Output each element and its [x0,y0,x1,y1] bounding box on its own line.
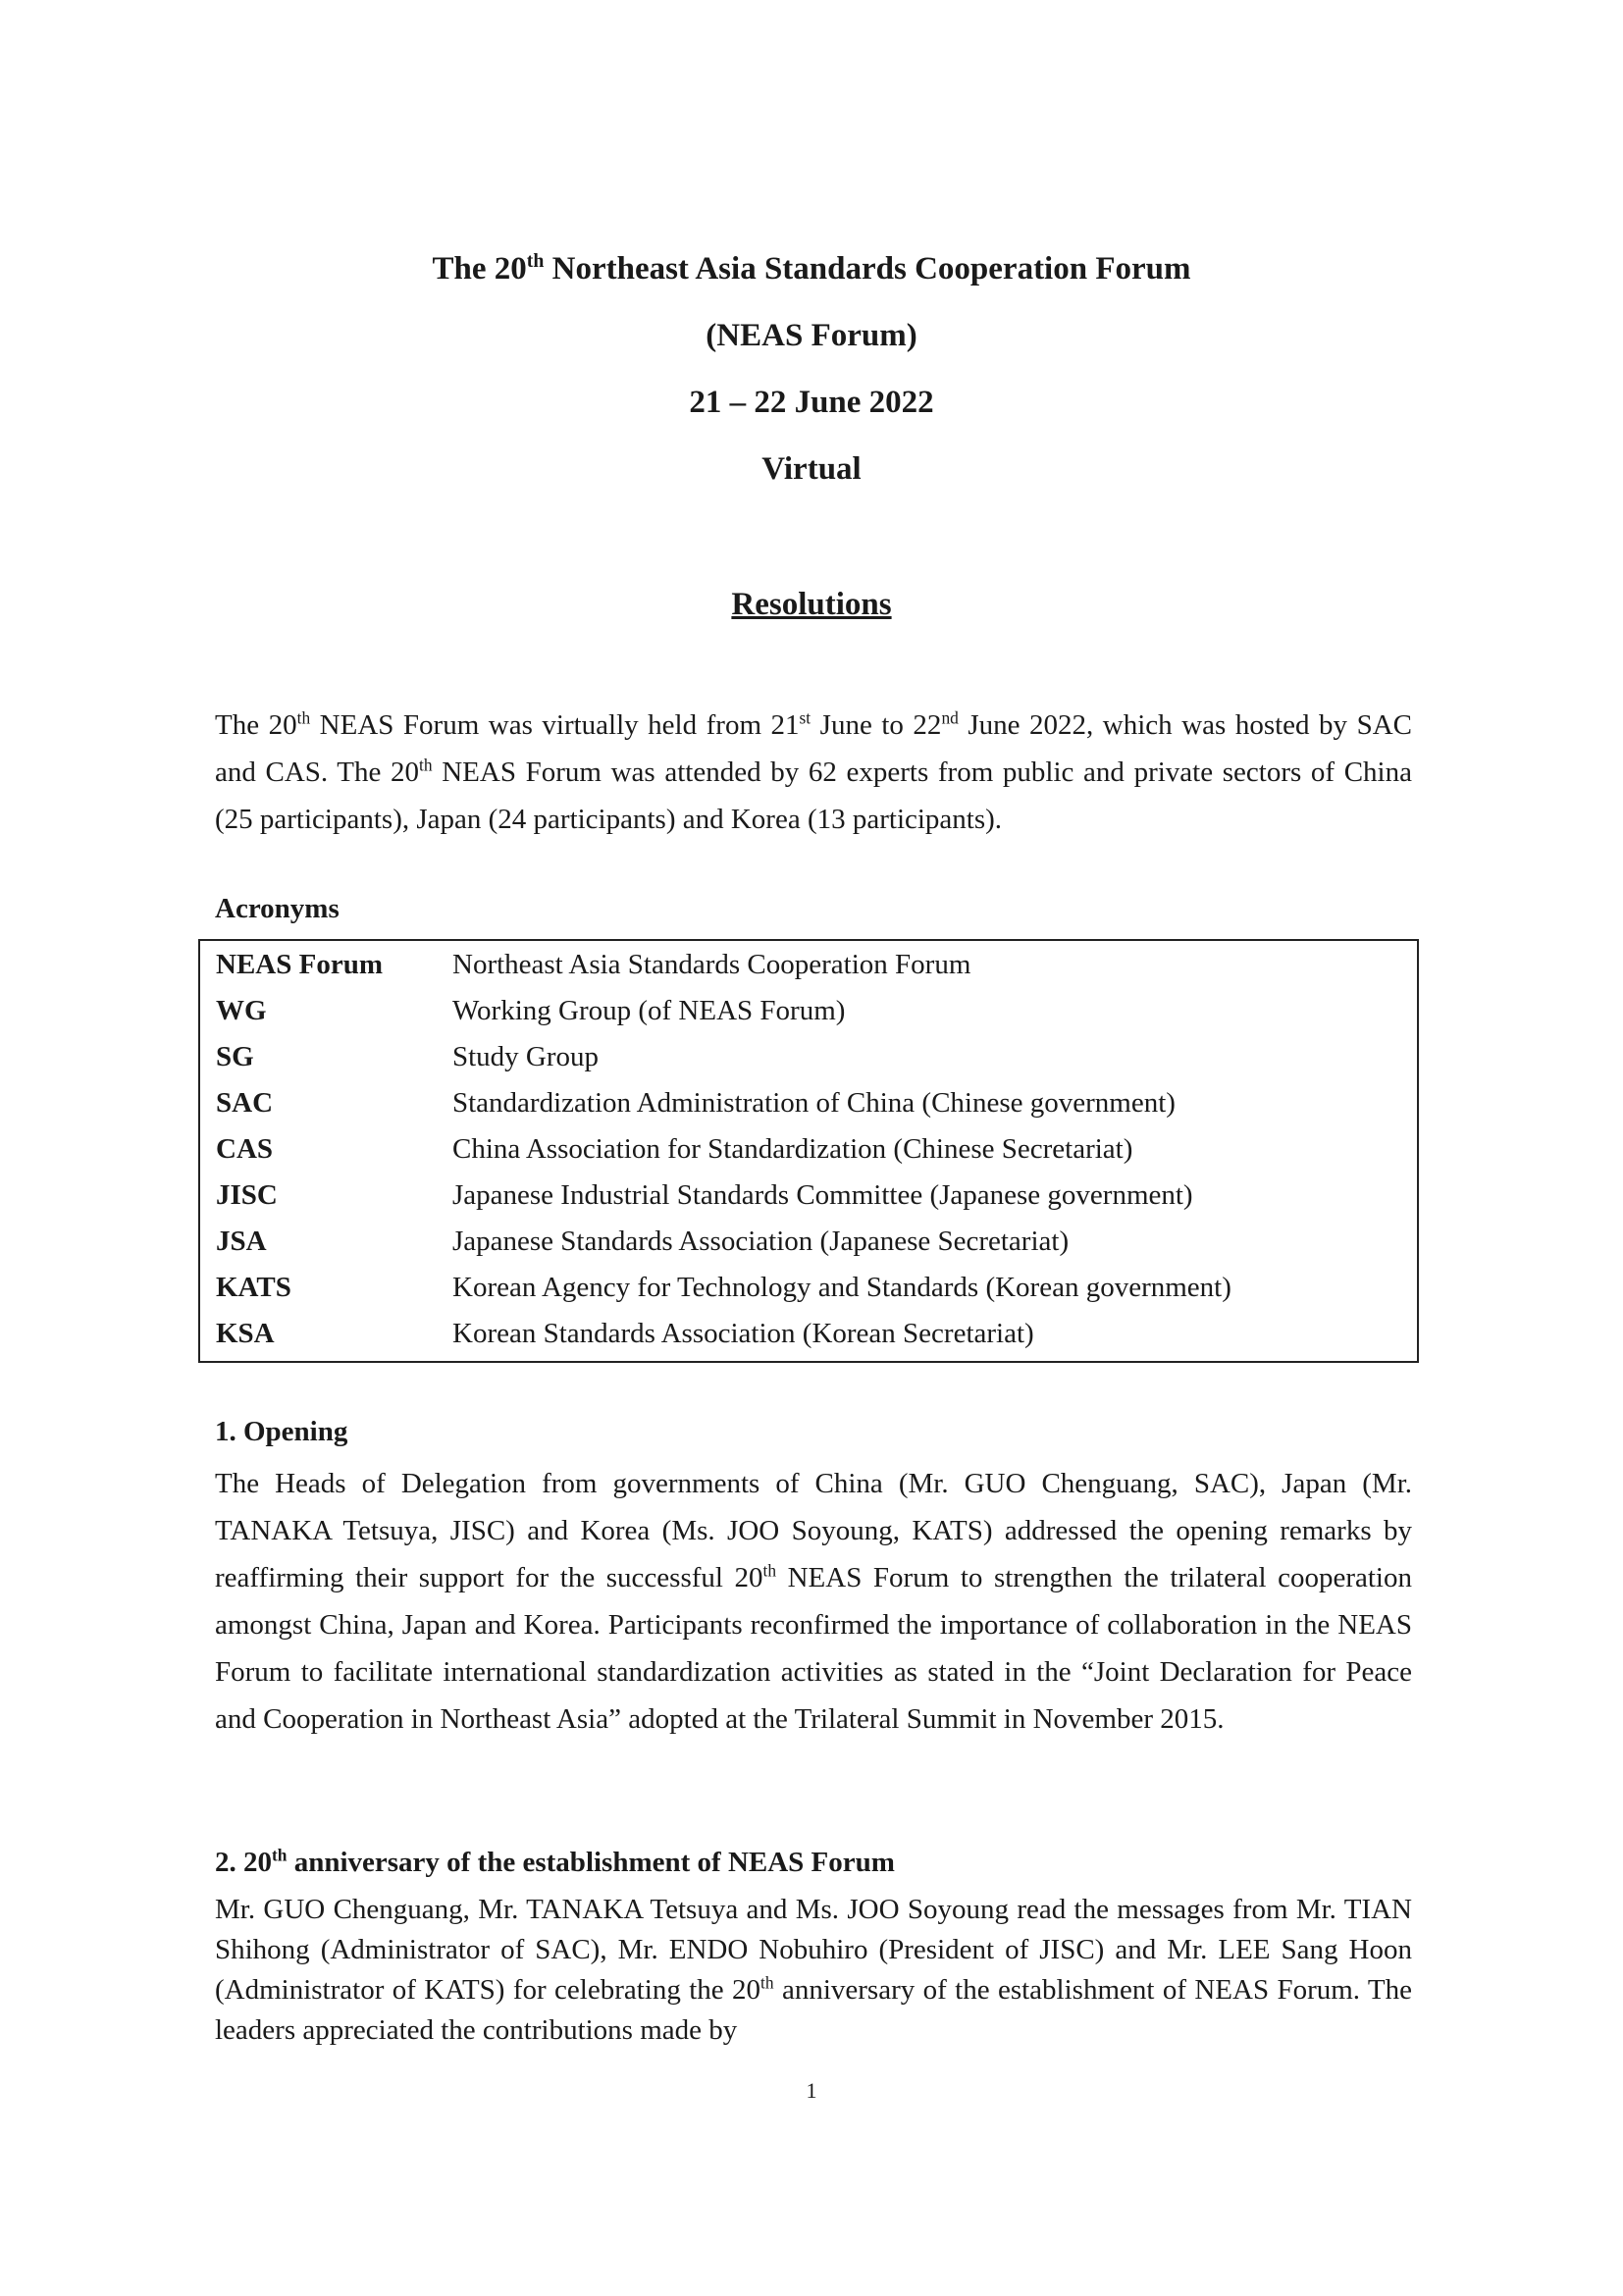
acronym-abbr: SAC [216,1087,274,1119]
document-title [0,235,1623,502]
section-heading-opening: 1. Opening [215,1416,348,1447]
acronym-definition: Japanese Industrial Standards Committee (Japanese government) [452,1179,1193,1211]
acronym-abbr: JISC [216,1179,278,1211]
page-number: 1 [806,2078,817,2103]
table-row [200,1264,1417,1311]
acronym-definition: Standardization Administration of China (Chinese government) [452,1087,1176,1119]
section-paragraph-opening: The Heads of Delegation from governments of China (Mr. GUO Chenguang, SAC), Japan (Mr. TANAKA Tetsuya, JISC) and Korea (Ms. JOO Soyoung, KATS) addressed the opening remarks by reaffirming their support for the successful 20th NEAS Forum to strengthen the trilateral cooperation amongst China, Japan and Korea. Participants reconfirmed the importance of collaboration in the NEAS Forum to facilitate international standardization activities as stated in the “Joint Declaration for Peace and Cooperation in Northeast Asia” adopted at the Trilateral Summit in November 2015. [215,1468,1412,1735]
table-row [200,1218,1417,1265]
acronym-definition: Korean Standards Association (Korean Secretariat) [452,1318,1034,1349]
acronym-definition: China Association for Standardization (Chinese Secretariat) [452,1133,1133,1165]
table-row [200,987,1417,1034]
table-row [200,1079,1417,1126]
intro-paragraph: The 20th NEAS Forum was virtually held from 21st June to 22nd June 2022, which was hosted by SAC and CAS. The 20th NEAS Forum was attended by 62 experts from public and private sectors of China (25 participants), Japan (24 participants) and Korea (13 participants). [215,707,1412,835]
table-row [200,1310,1417,1357]
title-line: The 20th Northeast Asia Standards Cooperation Forum [432,250,1191,287]
acronym-definition: Working Group (of NEAS Forum) [452,995,846,1026]
acronym-abbr: SG [216,1041,254,1072]
acronyms-table [198,939,1419,1363]
acronym-definition: Japanese Standards Association (Japanese Secretariat) [452,1226,1070,1257]
section-title-resolutions: Resolutions [731,587,892,622]
acronym-abbr: KATS [216,1272,291,1303]
table-row [200,1033,1417,1080]
title-subtitle: (NEAS Forum) [706,318,917,353]
title-dates: 21 – 22 June 2022 [689,385,934,420]
acronym-definition: Northeast Asia Standards Cooperation Forum [452,949,971,980]
table-row [200,1172,1417,1219]
section-paragraph-anniversary: Mr. GUO Chenguang, Mr. TANAKA Tetsuya and Ms. JOO Soyoung read the messages from Mr. TIAN Shihong (Administrator of SAC), Mr. ENDO Nobuhiro (President of JISC) and Mr. LEE Sang Hoon (Administrator of KATS) for celebrating the 20th anniversary of the establishment of NEAS Forum. The leaders appreciated the contributions made by [215,1894,1413,2046]
scan-artifact [106,59,145,65]
title-venue: Virtual [761,451,862,487]
table-row [200,941,1417,988]
acronym-abbr: KSA [216,1318,275,1349]
acronym-abbr: CAS [216,1133,274,1165]
acronym-abbr: JSA [216,1226,267,1257]
acronym-abbr: NEAS Forum [216,949,383,980]
acronym-definition: Korean Agency for Technology and Standards (Korean government) [452,1272,1231,1303]
acronym-definition: Study Group [452,1041,600,1072]
acronym-abbr: WG [216,995,267,1026]
acronyms-heading: Acronyms [215,893,340,924]
table-row [200,1125,1417,1173]
section-heading-anniversary: 2. 20th anniversary of the establishment of NEAS Forum [215,1845,895,1878]
